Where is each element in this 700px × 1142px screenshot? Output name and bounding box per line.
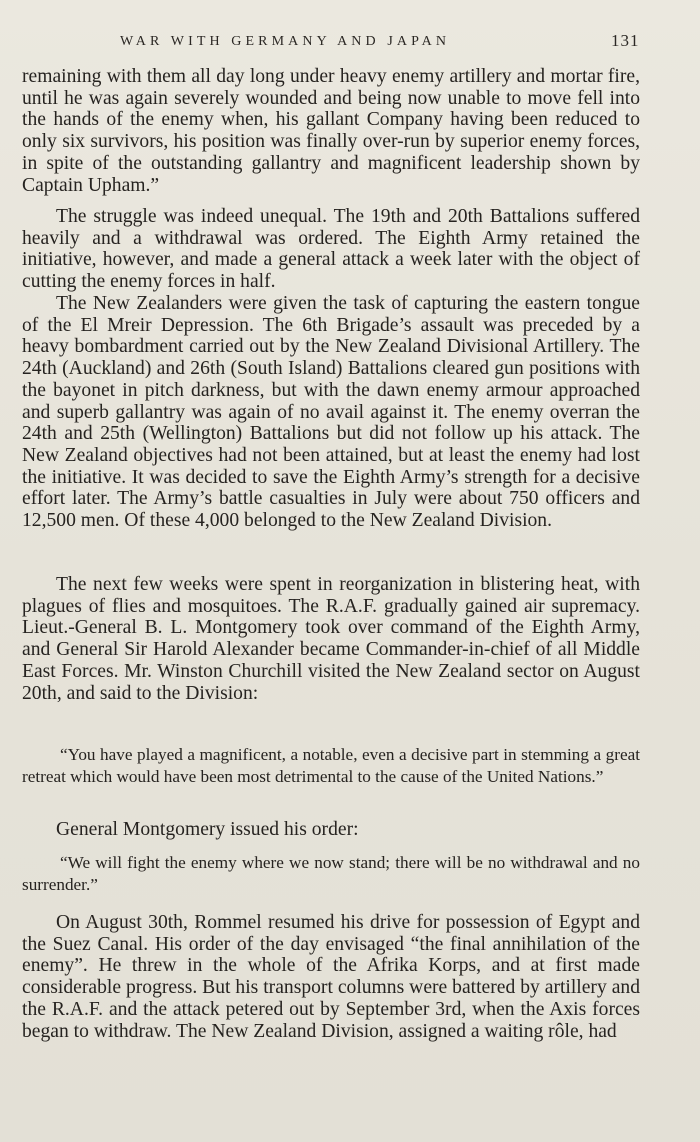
running-head: WAR WITH GERMANY AND JAPAN [120, 34, 451, 49]
page-number: 131 [611, 31, 640, 50]
paragraph-montgomery-order: General Montgomery issued his order: [56, 819, 359, 840]
paragraph-struggle: The struggle was indeed unequal. The 19th and 20th Battalions suffered heavily and a withdrawal was ordered. The Eighth Army retained the initiative, however, and made a general attack a week later with the object of cutting the enemy forces in half. [22, 206, 640, 293]
quote-montgomery: “We will fight the enemy where we now stand; there will be no withdrawal and no surrender.” [22, 853, 640, 894]
paragraph-continued: remaining with them all day long under heavy enemy artillery and mortar fire, until he was again severely wounded and being now unable to move fell into the hands of the enemy when, his gallant Company having been reduced to only six survivors, his position was finally over-run by superior enemy forces, in spite of the outstanding gallantry and magnificent leadership shown by Captain Upham.” [22, 66, 640, 196]
paragraph-rommel: On August 30th, Rommel resumed his drive for possession of Egypt and the Suez Canal. His order of the day envisaged “the final annihilation of the enemy”. He threw in the whole of the Afrika Korps, and at first made considerable progress. But his transport columns were battered by artillery and the R.A.F. and the attack petered out by September 3rd, when the Axis forces began to withdraw. The New Zealand Division, assigned a waiting rôle, had [22, 912, 640, 1042]
quote-churchill: “You have played a magnificent, a notable, even a decisive part in stemming a great retreat which would have been most detrimental to the cause of the United Nations.” [22, 745, 640, 786]
paragraph-reorganization: The next few weeks were spent in reorganization in blistering heat, with plagues of flies and mosquitoes. The R.A.F. gradually gained air supremacy. Lieut.-General B. L. Montgomery took over command of the Eighth Army, and General Sir Harold Alexander became Commander-in-chief of all Middle East Forces. Mr. Winston Churchill visited the New Zealand sector on August 20th, and said to the Division: [22, 574, 640, 704]
paragraph-el-mreir: The New Zealanders were given the task of capturing the eastern tongue of the El Mreir Depression. The 6th Brigade’s assault was preceded by a heavy bombardment carried out by the New Zealand Divisional Artillery. The 24th (Auckland) and 26th (South Island) Battalions cleared gun positions with the bayonet in pitch darkness, but with the dawn enemy armour approached and superb gallantry was again of no avail against it. The enemy overran the 24th and 25th (Wellington) Battalions but did not follow up his attack. The New Zealand objectives had not been attained, but at least the enemy had lost the initiative. It was decided to save the Eighth Army’s strength for a decisive effort later. The Army’s battle casualties in July were about 750 officers and 12,500 men. Of these 4,000 belonged to the New Zealand Division. [22, 293, 640, 532]
